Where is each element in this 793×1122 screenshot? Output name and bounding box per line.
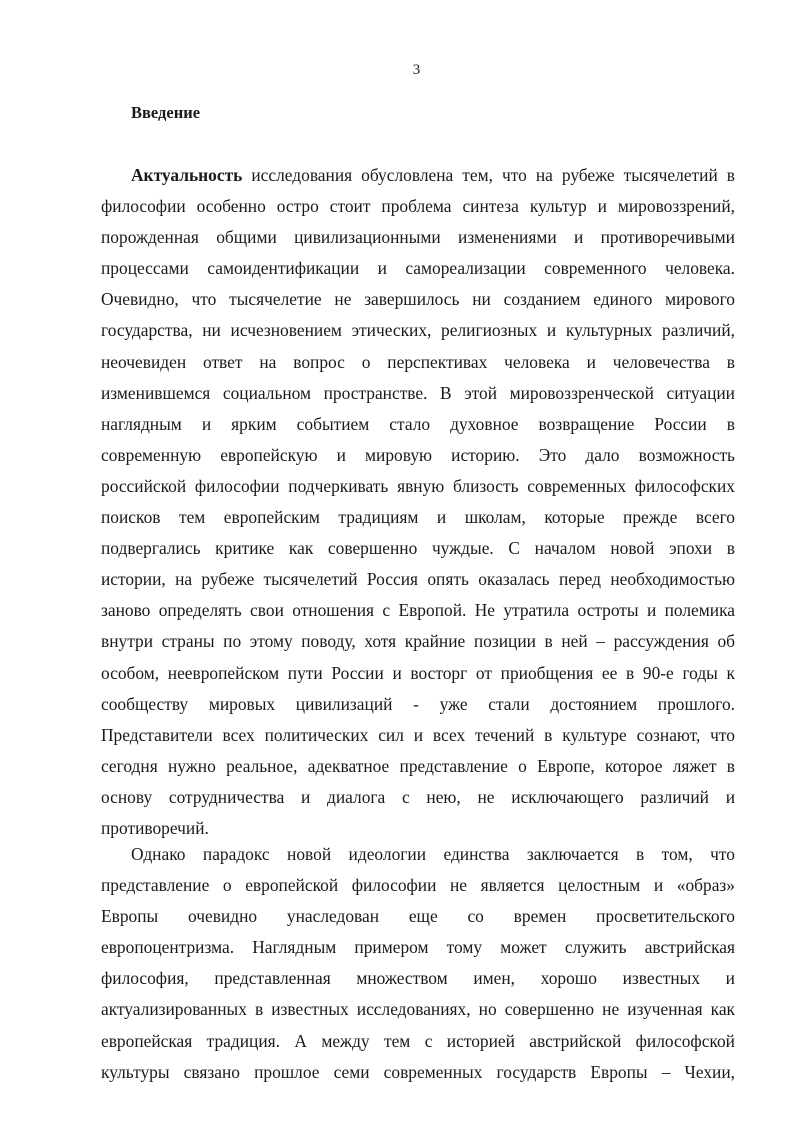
paragraph-line: культуры связано прошлое семи современных государств Европы – Чехии, — [101, 1061, 735, 1082]
page-number: 3 — [412, 62, 421, 78]
paragraph-line: противоречий. — [101, 817, 209, 838]
paragraph-relevance — [101, 160, 735, 844]
paragraph-line: Очевидно, что тысячелетие не завершилось ни созданием единого мирового — [101, 289, 735, 310]
paragraph-line: внутри страны по этому поводу, хотя крайние позиции в ней – рассуждения об — [101, 631, 735, 652]
paragraph-line: порожденная общими цивилизационными изменениями и противоречивыми — [101, 227, 735, 248]
paragraph-line: сообществу мировых цивилизаций - уже стали достоянием прошлого. — [101, 693, 735, 714]
paragraph-line: основу сотрудничества и диалога с нею, не исключающего различий и — [101, 786, 735, 807]
paragraph-line: Европы очевидно унаследован еще со времен просветительского — [101, 906, 735, 927]
paragraph-line: представление о европейской философии не является целостным и «образ» — [101, 875, 735, 896]
paragraph-line: Представители всех политических сил и всех течений в культуре сознают, что — [101, 724, 735, 745]
paragraph-line: государства, ни исчезновением этических, религиозных и культурных различий, — [101, 320, 735, 341]
paragraph-line: процессами самоидентификации и самореализации современного человека. — [101, 258, 735, 279]
paragraph-line: актуализированных в известных исследованиях, но совершенно не изученная как — [101, 999, 735, 1020]
paragraph-line: поисков тем европейским традициям и школам, которые прежде всего — [101, 507, 735, 528]
paragraph-line: сегодня нужно реальное, адекватное представление о Европе, которое ляжет в — [101, 755, 735, 776]
paragraph-line: философии особенно остро стоит проблема синтеза культур и мировоззрений, — [101, 196, 735, 217]
paragraph-line: Однако парадокс новой идеологии единства заключается в том, что — [131, 844, 735, 864]
paragraph-line: современную европейскую и мировую историю. Это дало возможность — [101, 444, 735, 465]
paragraph-line: европейская традиция. А между тем с историей австрийской философской — [101, 1030, 735, 1051]
line-text: исследования обусловлена тем, что на рубеже тысячелетий в — [242, 165, 735, 185]
lead-term: Актуальность — [131, 165, 243, 185]
paragraph-line: заново определять свои отношения с Европой. Не утратила остроты и полемика — [101, 600, 735, 621]
paragraph-line: изменившемся социальном пространстве. В этой мировоззренческой ситуации — [101, 382, 735, 403]
section-heading: Введение — [131, 103, 201, 122]
paragraph-line: наглядным и ярким событием стало духовное возвращение России в — [101, 413, 735, 434]
paragraph-line: российской философии подчеркивать явную близость современных философских — [101, 475, 735, 496]
paragraph-line: истории, на рубеже тысячелетий Россия опять оказалась перед необходимостью — [101, 569, 735, 590]
paragraph-line — [101, 160, 735, 191]
paragraph-line: неочевиден ответ на вопрос о перспективах человека и человечества в — [101, 351, 735, 372]
paragraph-line: подвергались критике как совершенно чуждые. С началом новой эпохи в — [101, 538, 735, 559]
paragraph-paradox — [101, 839, 735, 1088]
paragraph-line: философия, представленная множеством имен, хорошо известных и — [101, 968, 735, 989]
paragraph-line: особом, неевропейском пути России и восторг от приобщения ее в 90-е годы к — [101, 662, 735, 683]
paragraph-line: европоцентризма. Наглядным примером тому может служить австрийская — [101, 937, 735, 958]
